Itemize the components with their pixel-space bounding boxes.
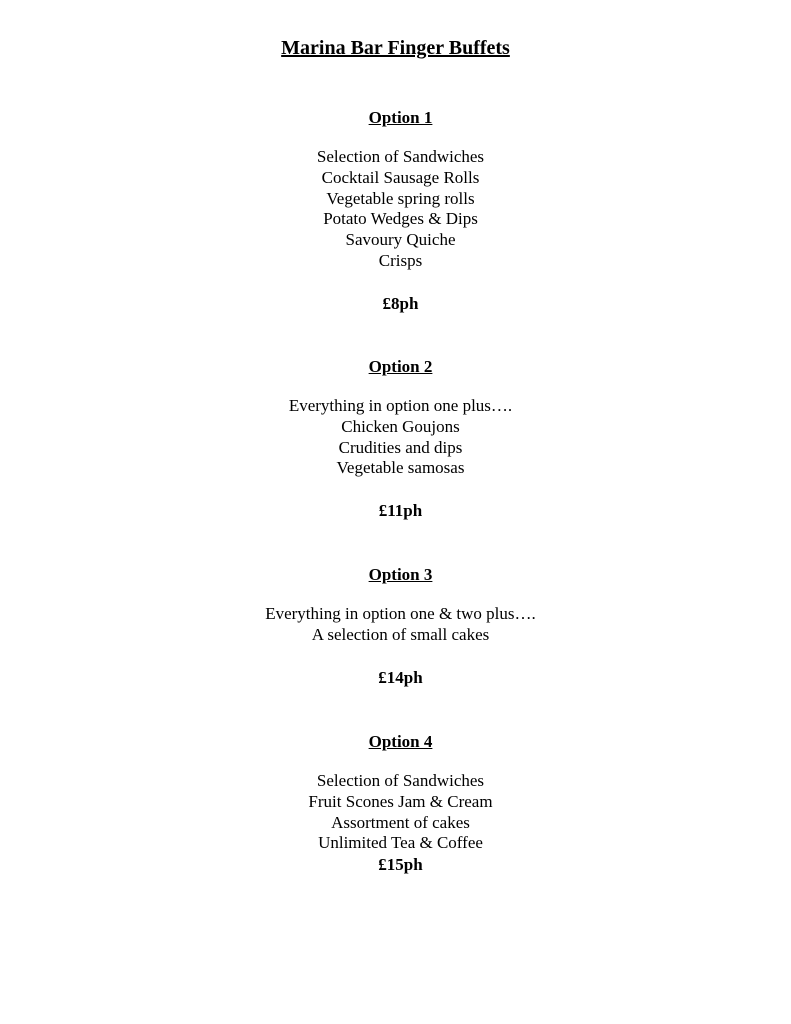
option-price: £14ph (378, 667, 423, 687)
menu-item: Unlimited Tea & Coffee (318, 833, 483, 853)
option-items (0, 147, 791, 272)
menu-item: Savoury Quiche (345, 230, 456, 250)
menu-item: Crisps (378, 250, 423, 270)
option-heading: Option 1 (368, 108, 433, 127)
menu-item: Assortment of cakes (331, 812, 470, 832)
option-price: £15ph (378, 855, 423, 875)
menu-item: A selection of small cakes (311, 624, 490, 644)
menu-item: Vegetable spring rolls (326, 188, 475, 208)
option-heading: Option 4 (368, 732, 433, 751)
menu-item: Selection of Sandwiches (316, 771, 485, 790)
option-heading: Option 3 (368, 565, 433, 584)
page-title: Marina Bar Finger Buffets (281, 37, 510, 59)
buffet-option-2 (0, 356, 791, 521)
menu-item: Everything in option one & two plus…. (265, 604, 536, 623)
menu-item: Potato Wedges & Dips (323, 209, 478, 229)
buffet-option-3 (0, 564, 791, 688)
buffet-option-4 (0, 731, 791, 875)
option-price: £11ph (378, 501, 423, 521)
buffet-option-1 (0, 107, 791, 314)
option-price: £8ph (382, 293, 419, 313)
menu-item: Crudities and dips (338, 437, 463, 457)
option-items (0, 604, 791, 646)
menu-item: Everything in option one plus…. (288, 396, 513, 415)
menu-item: Fruit Scones Jam & Cream (308, 791, 493, 811)
option-heading: Option 2 (368, 357, 433, 376)
option-items (0, 396, 791, 479)
menu-item: Cocktail Sausage Rolls (321, 167, 480, 187)
option-items (0, 771, 791, 854)
menu-item: Vegetable samosas (336, 458, 465, 478)
menu-item: Chicken Goujons (341, 416, 460, 436)
menu-item: Selection of Sandwiches (316, 147, 485, 166)
